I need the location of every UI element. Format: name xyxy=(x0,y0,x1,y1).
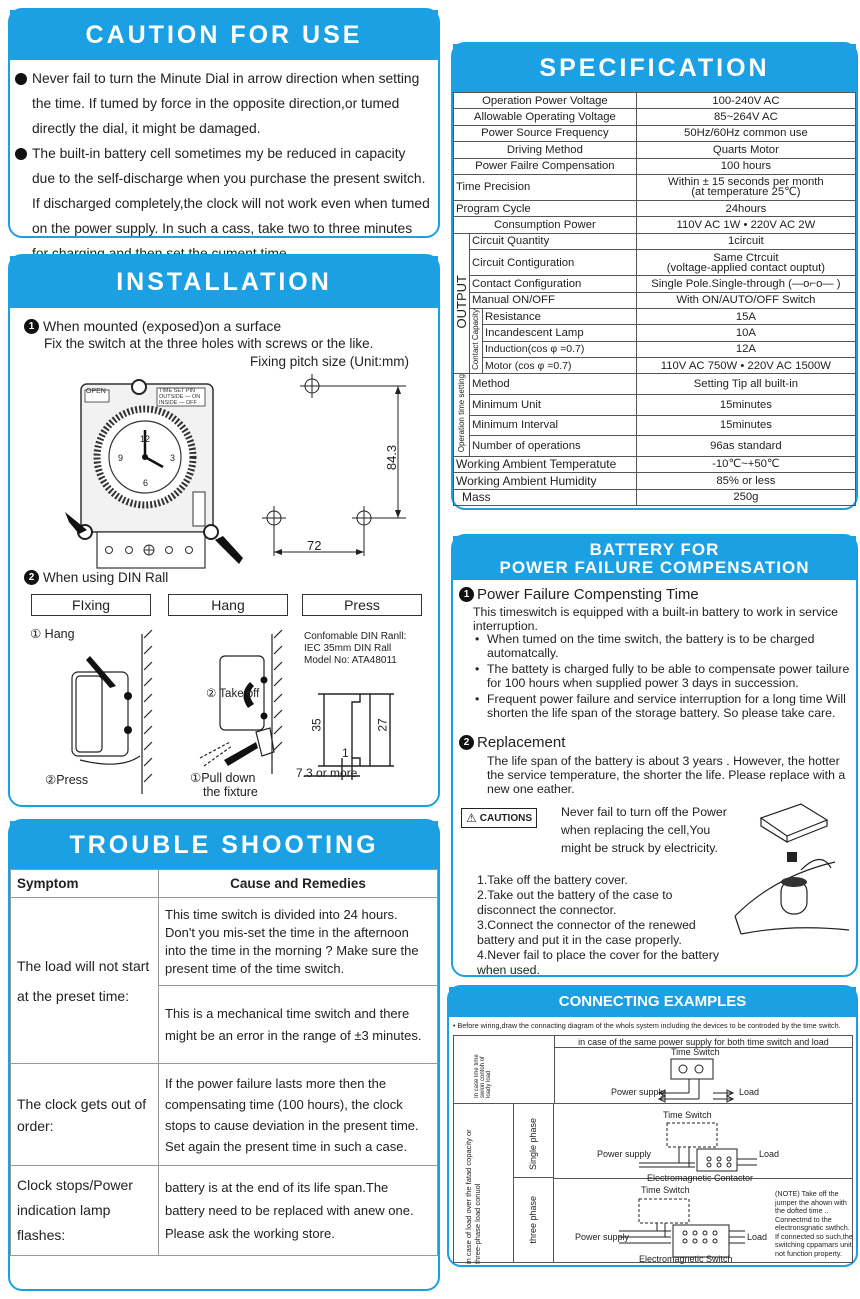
battery-section-2-heading xyxy=(459,734,565,751)
symptom-header: Symptom xyxy=(11,870,159,898)
specification-panel xyxy=(451,42,858,510)
time-switch-label-3: Time Switch xyxy=(641,1185,690,1195)
spec-value: 110V AC 750W • 220V AC 1500W xyxy=(636,358,855,374)
warning-icon: ⚠ xyxy=(466,811,477,825)
battery-bullet-text: Frequent power failure and service interruption for a long time Will shorten the life span of the storage battery. So please take care. xyxy=(487,692,846,720)
device-label-3: INSIDE — OFF xyxy=(159,400,197,406)
step2-title: When using DIN Rall xyxy=(43,570,169,585)
battery-section-1-title: Power Failure Compensting Time xyxy=(477,586,699,603)
power-supply-label-3: Power supply xyxy=(575,1232,630,1242)
press-step: ②Press xyxy=(45,773,89,787)
timer-device-illustration xyxy=(65,372,245,568)
spec-value-line: Within ± 15 seconds per month xyxy=(668,176,824,189)
rail-dim-27: 27 xyxy=(375,718,390,732)
spec-value: 15A xyxy=(636,308,855,324)
step1-title: When mounted (exposed)on a surface xyxy=(43,318,282,334)
cause-header: Cause and Remedies xyxy=(159,870,438,898)
em-switch-label: Electromagnetic Switch xyxy=(639,1254,733,1264)
spec-label: Working Ambient Temperatute xyxy=(454,456,637,472)
battery-panel xyxy=(451,534,858,977)
trouble-title: TROUBLE SHOOTING xyxy=(10,821,438,869)
spec-value: 15minutes xyxy=(636,415,855,436)
spec-value: -10℃~+50℃ xyxy=(636,456,855,472)
spec-label: Induction(cos φ =0.7) xyxy=(483,341,637,357)
three-phase-label: three phase xyxy=(528,1196,538,1244)
battery-bullet-list xyxy=(473,632,855,720)
step2-heading xyxy=(24,570,168,585)
pitch-label: Fixing pitch size (Unit:mm) xyxy=(250,354,410,369)
spec-label: Allowable Operating Voltage xyxy=(454,109,637,125)
connect-note-2: (NOTE) Take off the jumper the ahown with the dofted time .. Connectmd to the electronsgnatic swthch. If connected so such,the switching cppamars unit not function property. xyxy=(775,1189,853,1258)
battery-bullet: • When tumed on the time switch, the battery is to be charged automatcally. xyxy=(475,632,815,660)
connecting-panel xyxy=(447,985,858,1267)
hang-step: ① Hang xyxy=(30,627,75,641)
cause-3: battery is at the end of its life span.The battery need to be replaced with anew one. Please ask the working store. xyxy=(159,1166,438,1256)
left-label: in case of load over the fatad copacity or three-phase load conuol xyxy=(464,1129,482,1264)
rail-dim-73: 7.3 or more xyxy=(296,766,358,780)
device-label-2: OUTSIDE — ON xyxy=(159,394,201,400)
spec-label: Working Ambient Humidity xyxy=(454,473,637,489)
left-label-cell xyxy=(454,1104,514,1262)
dimension-width: 72 xyxy=(307,538,322,553)
spec-label: Minimum Unit xyxy=(470,395,637,416)
single-phase-label: Single phase xyxy=(528,1118,538,1171)
spec-label: Minimum Interval xyxy=(470,415,637,436)
dimension-height: 84.3 xyxy=(384,444,400,471)
fixing-label: FIxing xyxy=(31,594,151,616)
step1-number: 1 xyxy=(24,319,39,334)
battery-bullet: • The battety is charged fully to be able to compensate power tailure for 100 hours when supplied power 3 days in succession. xyxy=(475,662,850,690)
spec-label: Circuit Quantity xyxy=(470,233,637,249)
spec-label: Incandescent Lamp xyxy=(483,325,637,341)
symptom-2: The clock gets out of order: xyxy=(11,1064,159,1166)
dial-number-9: 9 xyxy=(118,453,124,463)
battery-title xyxy=(453,536,856,580)
takeoff-step: ② Take off xyxy=(206,688,260,700)
spec-value-line: (at temperature 25℃) xyxy=(691,186,801,199)
spec-label: Manual ON/OFF xyxy=(470,292,637,308)
replacement-text: The life span of the battery is about 3 years . However, the hotter the service temperature, the shorter the life. Please replace with a new one eather. xyxy=(487,754,846,796)
operation-setting-group xyxy=(454,374,470,456)
spec-label: Number of operations xyxy=(470,436,637,457)
spec-label: Time Precision xyxy=(454,174,637,200)
contact-capacity-label: Contact Capacity xyxy=(471,309,480,371)
row1-label: In case lme time swion contoh of loady load xyxy=(474,1054,492,1098)
time-switch-label-2: Time Switch xyxy=(663,1110,712,1120)
replacement-step: 2.Take out the battery of the case to disconnect the connector. xyxy=(477,888,673,917)
dial-number-12: 12 xyxy=(140,434,151,444)
spec-label: Operation Power Voltage xyxy=(454,93,637,109)
pulldown-step-1: ①Pull down xyxy=(190,771,256,785)
spec-value: Setting Tip all built-in xyxy=(636,374,855,395)
connect-note: • Before wiring,draw the connacting diagram of the whols system including the devices to be controded by the time switch. xyxy=(453,1021,841,1030)
step2-number: 2 xyxy=(24,570,39,585)
spec-value: 12A xyxy=(636,341,855,357)
battery-bullet-text: When tumed on the time switch, the battery is to be charged automatcally. xyxy=(487,632,815,660)
spec-value: Quarts Motor xyxy=(636,142,855,158)
spec-label: Contact Configuration xyxy=(470,276,637,292)
row1-label-cell xyxy=(454,1048,554,1104)
trouble-table xyxy=(10,869,438,1256)
load-label-3: Load xyxy=(747,1232,768,1242)
device-open-label: OPEN xyxy=(86,388,106,395)
output-group xyxy=(454,233,470,374)
symptom-1: The load will not start at the preset time: xyxy=(11,898,159,1064)
device-label-1: TIME SET PIN xyxy=(159,388,195,394)
three-phase-cell xyxy=(514,1178,554,1262)
dial-number-6: 6 xyxy=(143,478,149,488)
spec-label: Motor (cos φ =0.7) xyxy=(483,358,637,374)
spec-value: 250g xyxy=(636,489,855,505)
battery-replacement-illustration xyxy=(731,798,853,958)
battery-section-1-heading xyxy=(459,586,699,603)
replacement-step: 3.Connect the connector of the renewed battery and put it in the case properly. xyxy=(477,918,696,947)
connect-title: CONNECTING EXAMPLES xyxy=(449,987,856,1017)
power-supply-label-1: Power supply xyxy=(611,1087,666,1097)
rail-dim-1: 1 xyxy=(342,746,349,760)
spec-value: 10A xyxy=(636,325,855,341)
battery-bullet: • Frequent power failure and service interruption for a long time Will shorten the life span of the storage battery. So please take care. xyxy=(475,692,846,720)
rail-spec-3: Model No: ATA48011 xyxy=(304,655,397,666)
replacement-step: 4.Never fail to place the cover for the battery when used. xyxy=(477,948,719,977)
spec-label: Mass xyxy=(454,489,637,505)
cautions-label: CAUTIONS xyxy=(479,812,532,824)
rail-dim-35: 35 xyxy=(309,718,324,732)
spec-value: Single Pole.Single-through (—o⌐o— ) xyxy=(636,276,855,292)
cautions-badge xyxy=(461,808,537,828)
spec-table xyxy=(453,92,856,506)
step1-text: Fix the switch at the three holes with screws or the like. xyxy=(44,336,374,351)
load-label-1: Load xyxy=(739,1087,760,1097)
pulldown-step-2: the fixture xyxy=(203,785,258,799)
step1-heading xyxy=(24,318,281,334)
spec-label: Driving Method xyxy=(454,142,637,158)
caution-item: The built-in battery cell sometimes my be reduced in capacity due to the self-discharge when you purchase the present switch. If discharged completely,the clock will not work even when tumed on the power supply. In such a cass, take two to three minutes xyxy=(14,141,432,266)
battery-intro: This timeswitch is equipped with a built-in battery to work in service interruption. xyxy=(473,605,838,633)
spec-label: Program Cycle xyxy=(454,200,637,216)
battery-bullet-text: The battety is charged fully to be able to compensate power tailure for 100 hours when supplied power 3 days in succession. xyxy=(487,662,850,690)
rail-spec-1: Confomable DIN Ranll: xyxy=(304,631,407,642)
installation-title: INSTALLATION xyxy=(10,256,438,308)
caution-panel xyxy=(8,8,440,238)
cause-1b: This is a mechanical time switch and there might be an error in the range of ±3 minutes. xyxy=(159,986,438,1064)
battery-title-line-2: POWER FAILURE COMPENSATION xyxy=(499,558,810,577)
spec-value: 96as standard xyxy=(636,436,855,457)
caution-item: Never fail to turn the Minute Dial in arrow direction when setting the time. If tumed by force in the opposite direction,or tumed directly the dial, it might be damaged. xyxy=(14,66,432,141)
time-switch-label-1: Time Switch xyxy=(671,1047,720,1057)
spec-label: Consumption Power xyxy=(454,217,637,233)
spec-value-line: (voltage-applied contact ouptut) xyxy=(666,261,826,274)
battery-section-1-number: 1 xyxy=(459,587,474,602)
spec-label: Power Source Frequency xyxy=(454,125,637,141)
power-supply-label-2: Power supply xyxy=(597,1149,652,1159)
spec-value: With ON/AUTO/OFF Switch xyxy=(636,292,855,308)
spec-value-line: Same Ctrcuit xyxy=(713,251,779,264)
spec-label: Power Failre Compensation xyxy=(454,158,637,174)
battery-section-2-title: Replacement xyxy=(477,734,566,751)
caution-title: CAUTION FOR USE xyxy=(10,10,438,60)
spec-value: 24hours xyxy=(636,200,855,216)
spec-value: 85~264V AC xyxy=(636,109,855,125)
dial-number-3: 3 xyxy=(170,453,176,463)
operation-setting-label: Operation time setting xyxy=(456,374,466,453)
output-label: OUTPUT xyxy=(453,275,469,329)
spec-value xyxy=(636,174,855,200)
spec-label: Method xyxy=(470,374,637,395)
spec-value xyxy=(636,250,855,276)
rail-spec-2: IEC 35mm DIN Rall xyxy=(304,643,392,654)
spec-title: SPECIFICATION xyxy=(453,44,856,92)
spec-label: Resistance xyxy=(483,308,637,324)
fixing-pitch-drawing xyxy=(258,374,428,564)
spec-value: 50Hz/60Hz common use xyxy=(636,125,855,141)
contactor-label: Electromagnetic Contactor xyxy=(647,1173,754,1183)
trouble-panel xyxy=(8,819,440,1291)
spec-value: 110V AC 1W • 220V AC 2W xyxy=(636,217,855,233)
spec-value: 15minutes xyxy=(636,395,855,416)
spec-value: 100-240V AC xyxy=(636,93,855,109)
hang-label: Hang xyxy=(168,594,288,616)
cause-1a: This time switch is divided into 24 hours. Don't you mis-set the time in the afternoon into the time in the morning ? Make sure the present time of the time switch. xyxy=(159,898,438,986)
spec-value: 100 hours xyxy=(636,158,855,174)
load-label-2: Load xyxy=(759,1149,780,1159)
battery-section-2-number: 2 xyxy=(459,735,474,750)
spec-value: 85% or less xyxy=(636,473,855,489)
connect-header: in case of the same power supply for both time switch and load xyxy=(554,1036,852,1048)
press-label: Press xyxy=(302,594,422,616)
spec-value: 1circuit xyxy=(636,233,855,249)
symptom-3: Clock stops/Power indication lamp flashes: xyxy=(11,1166,159,1256)
replacement-steps xyxy=(477,873,727,978)
battery-title-line-1: BATTERY FOR xyxy=(589,540,720,559)
spec-label: Circuit Contiguration xyxy=(470,250,637,276)
installation-panel xyxy=(8,254,440,807)
caution-warning-text: Never fail to turn off the Power when replacing the cell,You might be struck by electricity. xyxy=(561,805,727,855)
contact-capacity-group xyxy=(470,308,483,374)
replacement-step: 1.Take off the battery cover. xyxy=(477,873,628,887)
single-phase-cell xyxy=(514,1104,554,1178)
cause-2: If the power failure lasts more then the compensating time (100 hours), the clock stops to cause deviation in the present time. Set again the present time in such a case. xyxy=(159,1064,438,1166)
